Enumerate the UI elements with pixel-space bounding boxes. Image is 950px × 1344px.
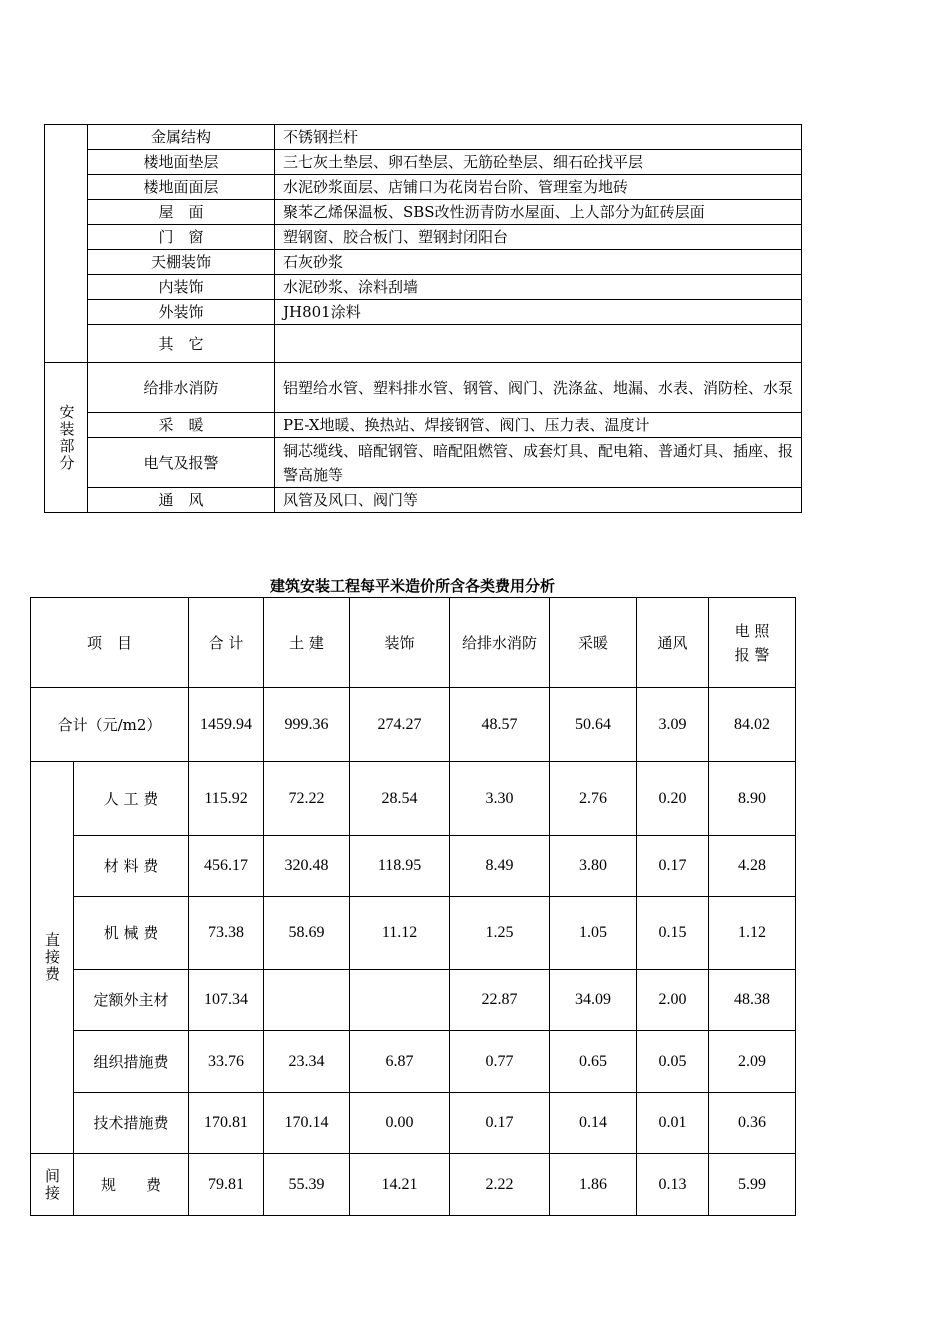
cost-value: 8.49	[450, 836, 550, 897]
cost-header-cell: 电 照报 警	[709, 598, 796, 688]
cost-row-label: 人 工 费	[74, 762, 189, 836]
spec-category: 楼地面面层	[88, 175, 275, 200]
cost-value	[350, 970, 450, 1031]
cost-header-row	[31, 598, 796, 688]
cost-value: 11.12	[350, 897, 450, 970]
cost-value: 274.27	[350, 688, 450, 762]
cost-direct-row	[31, 762, 796, 836]
cost-direct-row	[31, 1031, 796, 1093]
cost-value: 3.80	[550, 836, 637, 897]
cost-value: 8.90	[709, 762, 796, 836]
cost-indirect-row	[31, 1154, 796, 1216]
cost-value: 23.34	[264, 1031, 350, 1093]
spec-row	[45, 250, 802, 275]
spec-row	[45, 125, 802, 150]
spec-description	[275, 325, 802, 363]
cost-value: 14.21	[350, 1154, 450, 1216]
cost-value: 115.92	[189, 762, 264, 836]
cost-value: 2.22	[450, 1154, 550, 1216]
cost-value: 107.34	[189, 970, 264, 1031]
install-description: PE-X地暖、换热站、焊接钢管、阀门、压力表、温度计	[275, 413, 802, 438]
spec-description: 不锈钢拦杆	[275, 125, 802, 150]
cost-value: 48.38	[709, 970, 796, 1031]
cost-value: 2.00	[637, 970, 709, 1031]
spec-group-cell	[45, 125, 88, 363]
spec-category: 屋 面	[88, 200, 275, 225]
cost-value: 999.36	[264, 688, 350, 762]
cost-value: 84.02	[709, 688, 796, 762]
cost-value: 0.36	[709, 1093, 796, 1154]
cost-value: 1.05	[550, 897, 637, 970]
cost-value: 0.15	[637, 897, 709, 970]
cost-header-cell: 土 建	[264, 598, 350, 688]
cost-value: 0.65	[550, 1031, 637, 1093]
cost-value: 0.00	[350, 1093, 450, 1154]
cost-value: 456.17	[189, 836, 264, 897]
spec-description: JH801涂料	[275, 300, 802, 325]
indirect-group-label: 间接	[31, 1154, 74, 1216]
cost-value: 0.05	[637, 1031, 709, 1093]
cost-direct-row	[31, 1093, 796, 1154]
cost-direct-row	[31, 897, 796, 970]
cost-table-title: 建筑安装工程每平米造价所含各类费用分析	[269, 577, 555, 595]
cost-direct-row	[31, 836, 796, 897]
install-category: 采 暖	[88, 413, 275, 438]
cost-value: 79.81	[189, 1154, 264, 1216]
install-group-label: 安装部分	[45, 363, 88, 513]
cost-header-cell: 装饰	[350, 598, 450, 688]
cost-header-cell: 项 目	[31, 598, 189, 688]
cost-value: 1459.94	[189, 688, 264, 762]
cost-row-label: 规 费	[74, 1154, 189, 1216]
spec-category: 内装饰	[88, 275, 275, 300]
install-category: 通 风	[88, 488, 275, 513]
cost-row-label: 技术措施费	[74, 1093, 189, 1154]
install-row	[45, 488, 802, 513]
cost-value: 48.57	[450, 688, 550, 762]
cost-value: 0.20	[637, 762, 709, 836]
spec-category: 门 窗	[88, 225, 275, 250]
direct-group-label: 直接费	[31, 762, 74, 1154]
install-row	[45, 363, 802, 413]
cost-value: 50.64	[550, 688, 637, 762]
cost-value	[264, 970, 350, 1031]
cost-value: 58.69	[264, 897, 350, 970]
spec-description: 石灰砂浆	[275, 250, 802, 275]
install-category: 电气及报警	[88, 438, 275, 488]
spec-category: 外装饰	[88, 300, 275, 325]
spec-description: 水泥砂浆面层、店铺口为花岗岩台阶、管理室为地砖	[275, 175, 802, 200]
cost-header-cell: 合 计	[189, 598, 264, 688]
cost-value: 72.22	[264, 762, 350, 836]
cost-value: 0.17	[450, 1093, 550, 1154]
cost-value: 170.14	[264, 1093, 350, 1154]
cost-header-cell: 通风	[637, 598, 709, 688]
spec-description: 三七灰土垫层、卵石垫层、无筋砼垫层、细石砼找平层	[275, 150, 802, 175]
cost-value: 5.99	[709, 1154, 796, 1216]
spec-row	[45, 200, 802, 225]
cost-header-cell: 采暖	[550, 598, 637, 688]
spec-row	[45, 225, 802, 250]
spec-description: 塑钢窗、胶合板门、塑钢封闭阳台	[275, 225, 802, 250]
cost-value: 1.25	[450, 897, 550, 970]
cost-row-label: 机 械 费	[74, 897, 189, 970]
cost-value: 28.54	[350, 762, 450, 836]
spec-row	[45, 325, 802, 363]
cost-value: 1.86	[550, 1154, 637, 1216]
cost-value: 33.76	[189, 1031, 264, 1093]
cost-value: 0.01	[637, 1093, 709, 1154]
install-category: 给排水消防	[88, 363, 275, 413]
cost-total-label: 合计（元/m2）	[31, 688, 189, 762]
install-row	[45, 413, 802, 438]
spec-category: 其 它	[88, 325, 275, 363]
cost-value: 4.28	[709, 836, 796, 897]
cost-table	[30, 597, 796, 1216]
cost-value: 3.09	[637, 688, 709, 762]
cost-value: 0.17	[637, 836, 709, 897]
cost-value: 2.09	[709, 1031, 796, 1093]
cost-value: 73.38	[189, 897, 264, 970]
spec-row	[45, 275, 802, 300]
cost-row-label: 组织措施费	[74, 1031, 189, 1093]
spec-category: 天棚装饰	[88, 250, 275, 275]
cost-row-label: 定额外主材	[74, 970, 189, 1031]
cost-value: 1.12	[709, 897, 796, 970]
install-description: 铜芯缆线、暗配钢管、暗配阻燃管、成套灯具、配电箱、普通灯具、插座、报警高施等	[275, 438, 802, 488]
cost-value: 0.14	[550, 1093, 637, 1154]
cost-value: 55.39	[264, 1154, 350, 1216]
cost-value: 22.87	[450, 970, 550, 1031]
cost-value: 0.77	[450, 1031, 550, 1093]
spec-table	[44, 124, 802, 513]
install-description: 风管及风口、阀门等	[275, 488, 802, 513]
spec-row	[45, 175, 802, 200]
cost-value: 118.95	[350, 836, 450, 897]
spec-description: 聚苯乙烯保温板、SBS改性沥青防水屋面、上人部分为缸砖层面	[275, 200, 802, 225]
cost-value: 3.30	[450, 762, 550, 836]
spec-description: 水泥砂浆、涂料刮墙	[275, 275, 802, 300]
cost-value: 170.81	[189, 1093, 264, 1154]
spec-category: 楼地面垫层	[88, 150, 275, 175]
spec-category: 金属结构	[88, 125, 275, 150]
spec-row	[45, 300, 802, 325]
cost-value: 6.87	[350, 1031, 450, 1093]
cost-value: 34.09	[550, 970, 637, 1031]
cost-value: 2.76	[550, 762, 637, 836]
cost-total-row	[31, 688, 796, 762]
install-description: 铝塑给水管、塑料排水管、钢管、阀门、洗涤盆、地漏、水表、消防栓、水泵	[275, 363, 802, 413]
cost-row-label: 材 料 费	[74, 836, 189, 897]
install-row	[45, 438, 802, 488]
cost-value: 320.48	[264, 836, 350, 897]
cost-direct-row	[31, 970, 796, 1031]
spec-row	[45, 150, 802, 175]
cost-header-cell: 给排水消防	[450, 598, 550, 688]
cost-value: 0.13	[637, 1154, 709, 1216]
